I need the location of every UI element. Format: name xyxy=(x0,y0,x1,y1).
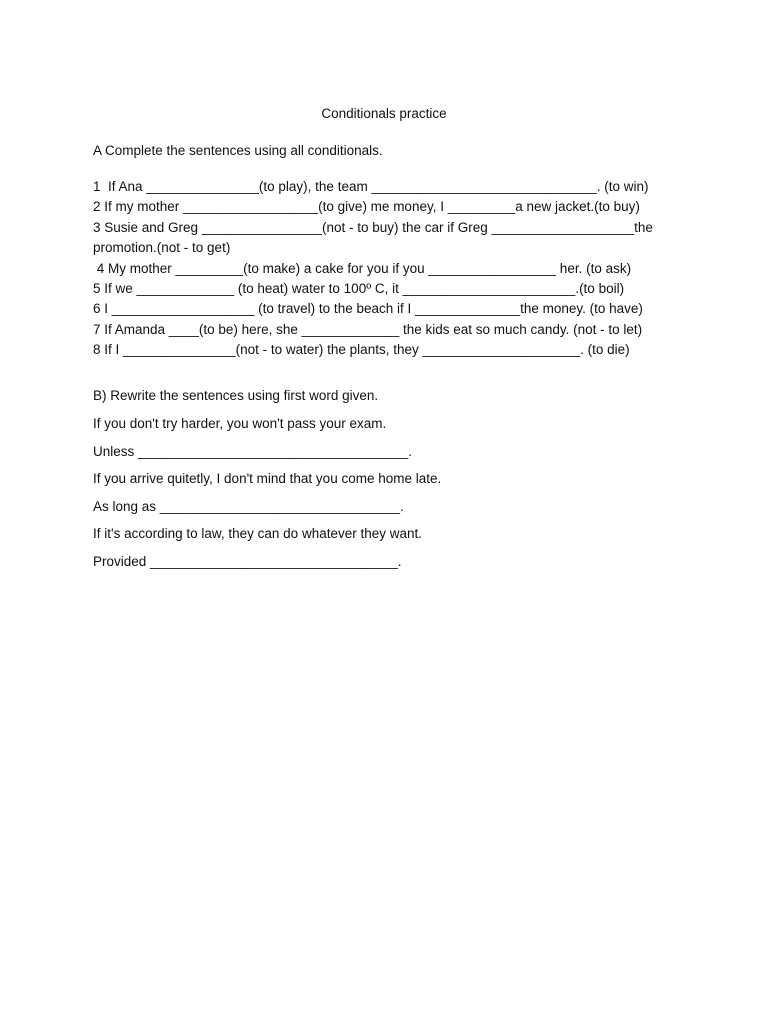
exercise-line: promotion.(not - to get) xyxy=(93,240,231,256)
rewrite-line: As long as ________________________________. xyxy=(93,498,404,514)
exercise-line: 5 If we _____________ (to heat) water to 100º C, it _______________________.(to boil) xyxy=(93,281,625,297)
rewrite-line: Unless ____________________________________. xyxy=(93,443,413,459)
exercise-line: 7 If Amanda ____(to be) here, she _____________ the kids eat so much candy. (not - to let) xyxy=(93,321,643,337)
rewrite-line: If you arrive quitetly, I don't mind that you come home late. xyxy=(93,471,442,487)
exercise-line: 4 My mother _________(to make) a cake for you if you _________________ her. (to ask) xyxy=(93,260,632,276)
exercise-line: 1 If Ana _______________(to play), the team ______________________________. (to win) xyxy=(93,179,649,194)
exercise-line: 8 If I _______________(not - to water) the plants, they _____________________. (to die) xyxy=(93,342,630,358)
section-a-exercises xyxy=(93,177,683,361)
section-a-heading: A Complete the sentences using all conditionals. xyxy=(93,143,383,158)
exercise-line: 2 If my mother __________________(to give) me money, I _________a new jacket.(to buy) xyxy=(93,199,640,215)
rewrite-line: If it's according to law, they can do whatever they want. xyxy=(93,526,423,542)
rewrite-line: If you don't try harder, you won't pass your exam. xyxy=(93,416,387,431)
rewrite-line: Provided _________________________________. xyxy=(93,553,402,569)
section-b-exercises xyxy=(93,416,683,582)
section-b-heading: B) Rewrite the sentences using first word given. xyxy=(93,388,379,403)
exercise-line: 3 Susie and Greg ________________(not - to buy) the car if Greg ___________________the xyxy=(93,219,653,235)
page-title: Conditionals practice xyxy=(321,106,447,121)
exercise-line: 6 I ___________________ (to travel) to the beach if I ______________the money. (to have) xyxy=(93,301,643,317)
